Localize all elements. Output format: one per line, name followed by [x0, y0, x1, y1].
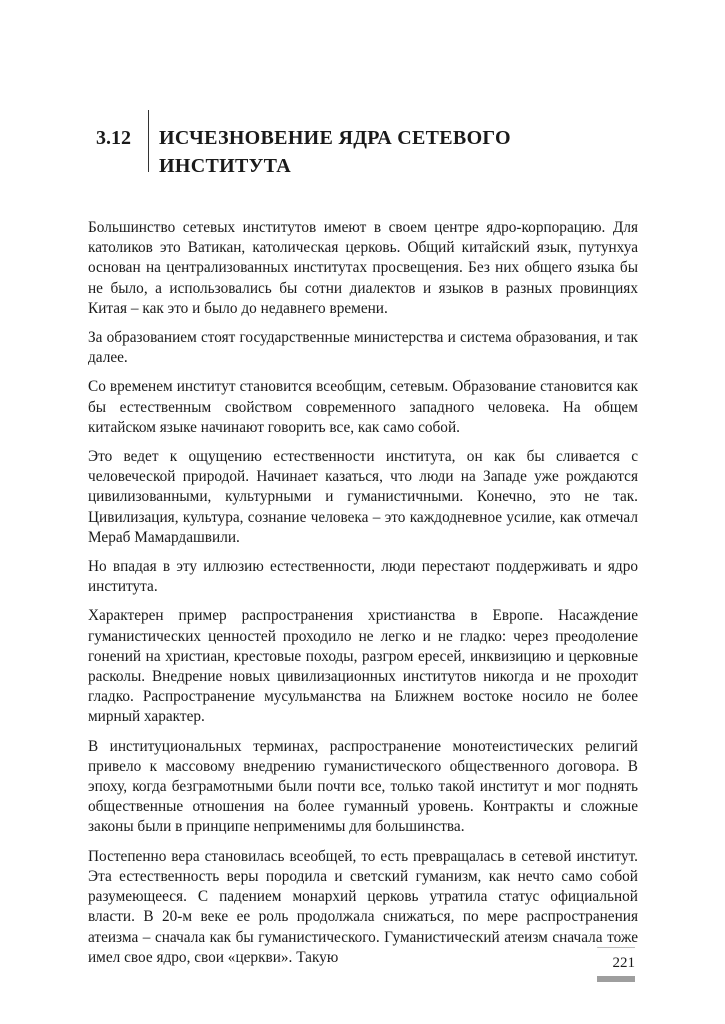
paragraph: Характерен пример распространения христианства в Европе. Насаждение гуманистических ценностей проходило не легко и не гладко: через преодоление гонений на христиан, крестовые походы, разгром ересей, инквизицию и церковные расколы. Внедрение новых цивилизационных институтов никогда и не проходит гладко. Распространение мусульманства на Ближнем востоке носило не более мирный характер. — [88, 607, 638, 726]
paragraph: Со временем институт становится всеобщим, сетевым. Образование становится как бы естественным свойством современного западного человека. На общем китайском языке начинают говорить все, как само собой. — [88, 378, 638, 436]
paragraph: За образованием стоят государственные министерства и система образования, и так далее. — [88, 329, 638, 367]
paragraph: Это ведет к ощущению естественности института, он как бы сливается с человеческой природой. Начинает казаться, что люди на Западе уже рождаются цивилизованными, культурными и гуманистичными. Конечно, это не так. Цивилизация, культура, сознание человека – это каждодневное усилие, как отмечал Мераб Мамардашвили. — [88, 448, 638, 546]
paragraph: Но впадая в эту иллюзию естественности, люди перестают поддерживать и ядро института. — [88, 558, 638, 596]
section-title — [159, 116, 511, 180]
section-number: 3.12 — [96, 127, 131, 149]
heading-divider — [148, 110, 149, 172]
section-title-line-2: ИНСТИТУТА — [159, 155, 291, 177]
body-text — [88, 218, 638, 977]
paragraph: Большинство сетевых институтов имеют в своем центре ядро-корпорацию. Для католиков это Ватикан, католическая церковь. Общий китайский язык, путунхуа основан на централизованных институтах просвещения. Без них общего языка бы не было, а использовались бы сотни диалектов и языков в разных провинциях Китая – как это и было до недавнего времени. — [88, 219, 638, 317]
section-title-line-1: ИСЧЕЗНОВЕНИЕ ЯДРА СЕТЕВОГО — [159, 127, 511, 149]
paragraph: В институциональных терминах, распространение монотеистических религий привело к массовому внедрению гуманистического общественного договора. В эпоху, когда безграмотными были почти все, только такой институт и мог поднять общественные отношения на более гуманный уровень. Контракты и сложные законы были в принципе неприменимы для большинства. — [88, 737, 638, 836]
page-number-bar — [597, 976, 635, 982]
paragraph: Постепенно вера становилась всеобщей, то есть превращалась в сетевой институт. Эта естественность веры породила и светский гуманизм, как нечто само собой разумеющееся. С падением монархий церковь утратила статус официальной власти. В 20-м веке ее роль продолжала снижаться, по мере распространения атеизма – сначала как бы гуманистического. Гуманистический атеизм сначала тоже имел свое ядро, свои «церкви». Такую — [88, 847, 638, 966]
section-heading — [96, 116, 511, 180]
page-number-rule — [597, 947, 635, 948]
page-number: 221 — [612, 955, 635, 971]
